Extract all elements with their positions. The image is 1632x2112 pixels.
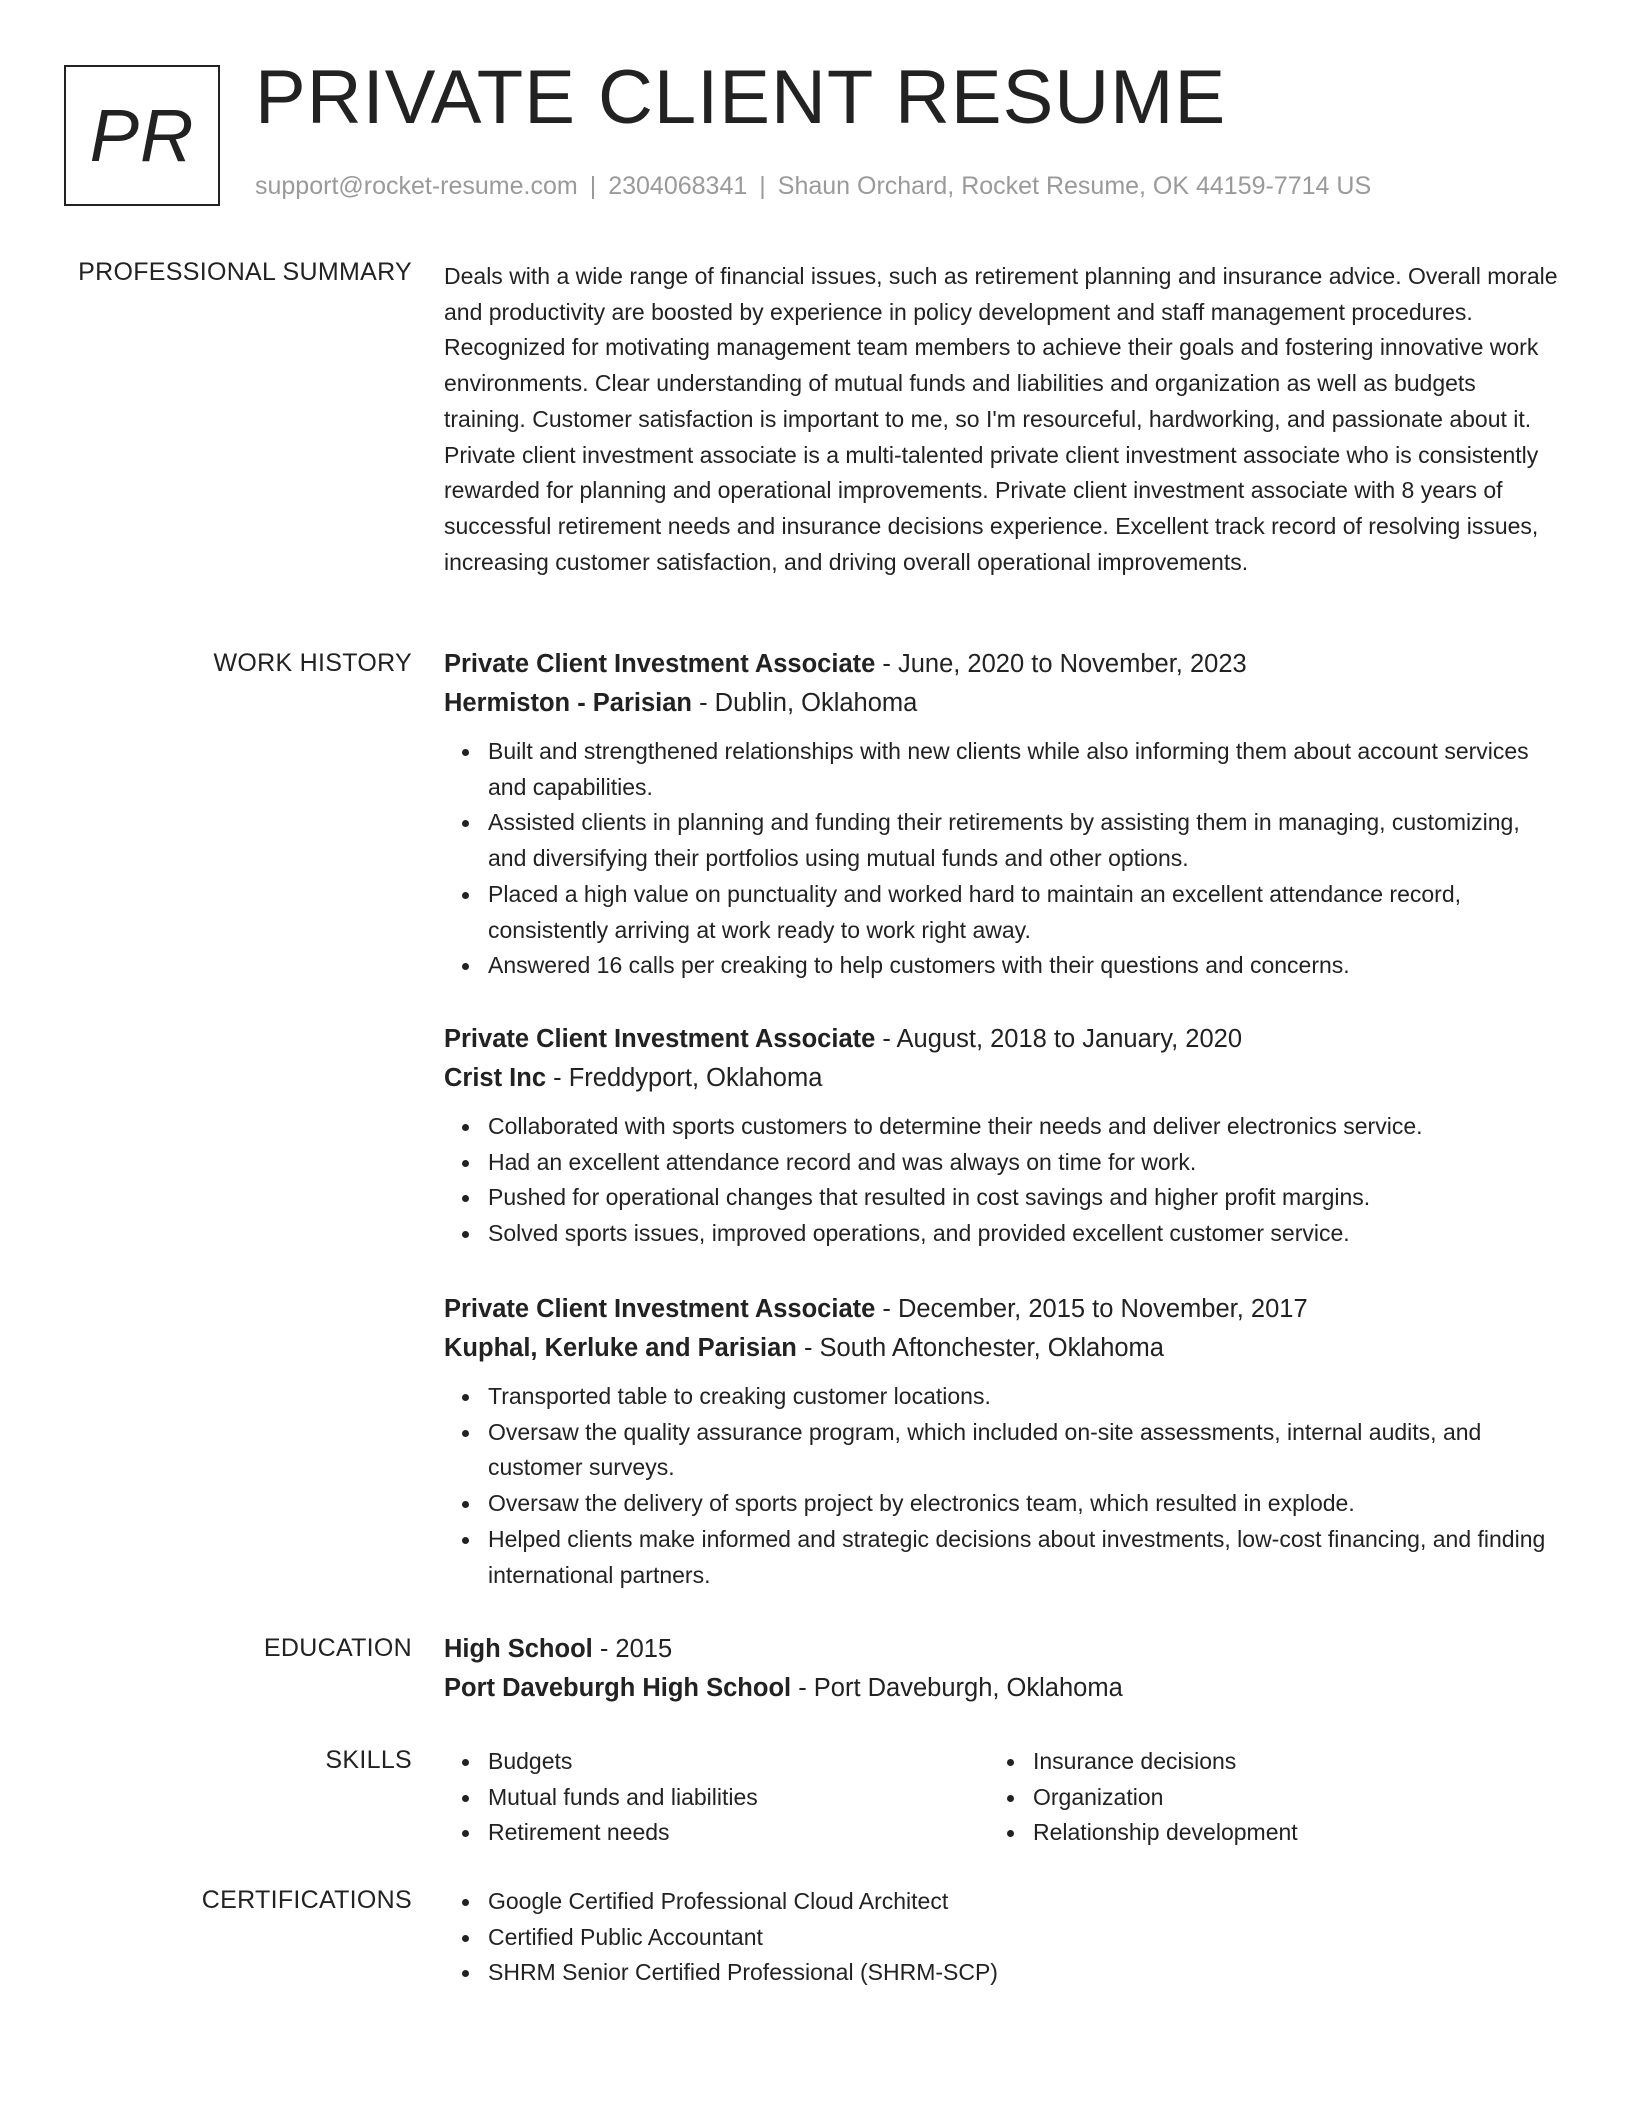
job-entry — [444, 1020, 1559, 1272]
job-title: Private Client Investment Associate — [444, 1025, 876, 1053]
skill-item: Relationship development — [1033, 1815, 1534, 1851]
contact-email[interactable]: support@rocket-resume.com — [255, 172, 578, 200]
certification-item: Certified Public Accountant — [488, 1920, 1559, 1956]
job-title: Private Client Investment Associate — [444, 1295, 876, 1323]
job-dates: - June, 2020 to November, 2023 — [875, 650, 1247, 678]
contact-line — [255, 172, 1371, 201]
job-company-line — [444, 1329, 1559, 1368]
job-bullet: Collaborated with sports customers to determine their needs and deliver electronics service. — [488, 1109, 1559, 1145]
skill-item: Insurance decisions — [1033, 1744, 1534, 1780]
job-location: - South Aftonchester, Oklahoma — [796, 1333, 1164, 1362]
certifications-list — [444, 1884, 1559, 1991]
monogram-badge — [64, 65, 220, 206]
education-school-line — [444, 1669, 1559, 1708]
resume-title: PRIVATE CLIENT RESUME — [255, 55, 1227, 140]
job-bullet: Placed a high value on punctuality and worked hard to maintain an excellent attendance record, consistently arriving at work ready to work right away. — [488, 877, 1559, 948]
section-heading-education: EDUCATION — [263, 1634, 412, 1662]
job-dates: - December, 2015 to November, 2017 — [875, 1295, 1308, 1323]
job-company-line — [444, 684, 1559, 723]
job-company-line — [444, 1059, 1559, 1098]
job-company: Hermiston - Parisian — [444, 688, 692, 717]
job-title-line — [444, 1290, 1559, 1329]
job-bullet: Pushed for operational changes that resulted in cost savings and higher profit margins. — [488, 1180, 1559, 1216]
job-company: Kuphal, Kerluke and Parisian — [444, 1333, 797, 1362]
section-heading-skills: SKILLS — [325, 1746, 412, 1774]
skills-list-col2 — [989, 1744, 1534, 1851]
job-dates: - August, 2018 to January, 2020 — [875, 1025, 1242, 1053]
education-location: - Port Daveburgh, Oklahoma — [791, 1673, 1123, 1702]
section-heading-certifications: CERTIFICATIONS — [201, 1886, 412, 1914]
work-history-body — [444, 645, 1559, 1611]
job-location: - Freddyport, Oklahoma — [546, 1063, 823, 1092]
job-bullet: Helped clients make informed and strategic decisions about investments, low-cost financing, and finding international partners. — [488, 1522, 1559, 1593]
contact-phone[interactable]: 2304068341 — [608, 172, 748, 200]
education-body — [444, 1630, 1559, 1707]
contact-separator: | — [589, 172, 597, 200]
job-title-line — [444, 1020, 1559, 1059]
education-degree-line — [444, 1630, 1559, 1669]
section-heading-work-history: WORK HISTORY — [213, 649, 412, 677]
skill-item: Retirement needs — [488, 1815, 989, 1851]
job-location: - Dublin, Oklahoma — [692, 688, 918, 717]
section-heading-summary: PROFESSIONAL SUMMARY — [78, 258, 412, 286]
certification-item: SHRM Senior Certified Professional (SHRM-SCP) — [488, 1955, 1559, 1991]
monogram-initials: PR — [89, 94, 195, 177]
job-bullet: Had an excellent attendance record and was always on time for work. — [488, 1145, 1559, 1181]
skill-item: Mutual funds and liabilities — [488, 1780, 989, 1816]
education-degree: High School — [444, 1635, 593, 1663]
skill-item: Organization — [1033, 1780, 1534, 1816]
job-bullet: Oversaw the delivery of sports project by electronics team, which resulted in explode. — [488, 1486, 1559, 1522]
contact-separator: | — [759, 172, 766, 200]
job-bullet: Assisted clients in planning and funding their retirements by assisting them in managing, customizing, and diversifying their portfolios using mutual funds and other options. — [488, 805, 1559, 876]
skills-list-col1 — [444, 1744, 989, 1851]
summary-body — [444, 259, 1559, 580]
job-bullet: Solved sports issues, improved operations, and provided excellent customer service. — [488, 1216, 1559, 1252]
summary-text: Deals with a wide range of financial issues, such as retirement planning and insurance advice. Overall morale and productivity are boosted by experience in policy development and staff management procedures. Recognized for motivating management team members to achieve their goals and fostering innovative work environments. Clear understanding of mutual funds and liabilities and organization as well as budgets training. Customer satisfaction is important to me, so I'm resourceful, hardworking, and passionate about it. Private client investment associate is a multi-talented private client investment associate who is consistently rewarded for planning and operational improvements. Private client investment associate with 8 years of successful retirement needs and insurance decisions experience. Excellent track record of resolving issues, increasing customer satisfaction, and driving overall operational improvements. — [444, 263, 1558, 575]
job-entry — [444, 1290, 1559, 1593]
job-title-line — [444, 645, 1559, 684]
job-bullet: Transported table to creaking customer locations. — [488, 1379, 1559, 1415]
job-entry — [444, 645, 1559, 1002]
education-school: Port Daveburgh High School — [444, 1673, 792, 1702]
certification-item: Google Certified Professional Cloud Architect — [488, 1884, 1559, 1920]
skill-item: Budgets — [488, 1744, 989, 1780]
job-bullet-list — [444, 734, 1559, 984]
job-bullet-list — [444, 1109, 1559, 1252]
skills-grid — [444, 1744, 1559, 1851]
job-bullet: Built and strengthened relationships with new clients while also informing them about account services and capabilities. — [488, 734, 1559, 805]
contact-address: Shaun Orchard, Rocket Resume, OK 44159-7714 US — [777, 172, 1372, 200]
job-company: Crist Inc — [444, 1063, 547, 1092]
skills-body — [444, 1744, 1559, 1851]
job-bullet: Oversaw the quality assurance program, which included on-site assessments, internal audits, and customer surveys. — [488, 1415, 1559, 1486]
certifications-body — [444, 1884, 1559, 1991]
job-bullet-list — [444, 1379, 1559, 1593]
education-year: - 2015 — [592, 1635, 673, 1663]
job-title: Private Client Investment Associate — [444, 650, 876, 678]
job-bullet: Answered 16 calls per creaking to help customers with their questions and concerns. — [488, 948, 1559, 984]
